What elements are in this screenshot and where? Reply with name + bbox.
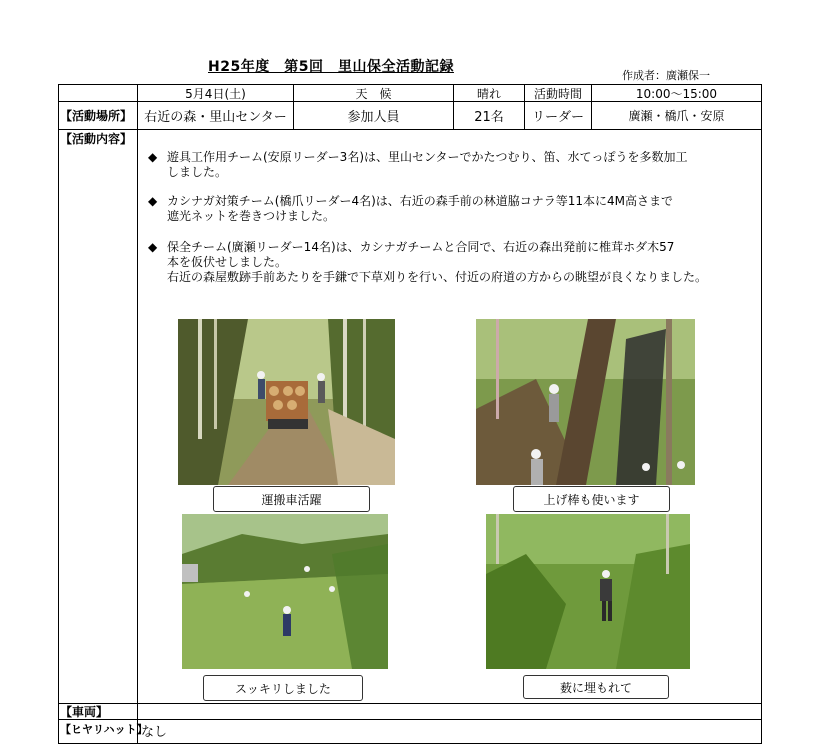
author-label: 作成者：廣瀬保一 <box>622 69 710 82</box>
table-col-divider <box>137 84 138 744</box>
weather-label: 天 候 <box>355 86 392 101</box>
photo-caption: 薮に埋もれて <box>523 675 669 699</box>
vehicle-value <box>138 704 761 719</box>
cleared-slope-photo <box>182 514 388 669</box>
diamond-bullet-icon: ◆ <box>148 194 158 208</box>
table-row-divider <box>58 129 761 130</box>
time-label: 活動時間 <box>533 86 582 101</box>
leader-label: リーダー <box>531 110 584 125</box>
bullet-text: 遊具工作用チーム(安原リーダー3名)は、里山センターでかたつむり、笛、水てっぽうを多数加工 しました。 <box>167 150 688 179</box>
photo-caption: 運搬車活躍 <box>213 486 370 512</box>
leaders-value: 廣瀬・橋爪・安原 <box>628 109 725 123</box>
participants-label: 参加人員 <box>347 110 400 125</box>
place-value: 右近の森・里山センター <box>144 110 287 125</box>
photo-caption: スッキリしました <box>203 675 363 701</box>
bullet-item <box>148 194 673 224</box>
bullet-text: 保全チーム(廣瀬リーダー14名)は、カシナガチームと合同で、右近の森出発前に椎茸ホダ木57 本を仮伏せしました。 右近の森屋敷跡手前あたりを手鎌で下草刈りを行い、付近の府道の方からの眺望が良くなりました。 <box>167 240 708 284</box>
bullet-item <box>148 150 688 180</box>
vehicle-label: 【車両】 <box>60 705 109 719</box>
content-label: 【活動内容】 <box>60 131 133 146</box>
page-title: H25年度 第5回 里山保全活動記録 <box>208 59 454 75</box>
place-label: 【活動場所】 <box>60 109 133 123</box>
diamond-bullet-icon: ◆ <box>148 150 158 164</box>
diamond-bullet-icon: ◆ <box>148 240 158 254</box>
nearmiss-label: 【ヒヤリハット】 <box>60 723 148 736</box>
photo-caption: 上げ棒も使います <box>513 486 670 512</box>
time-value: 10:00〜15:00 <box>635 86 718 101</box>
bullet-item <box>148 240 707 285</box>
weather-value: 晴れ <box>476 86 501 101</box>
nearmiss-value: なし <box>141 724 168 740</box>
bullet-text: カシナガ対策チーム(橋爪リーダー4名)は、右近の森手前の林道脇コナラ等11本に4M高さまで 遮光ネットを巻きつけました。 <box>167 194 674 223</box>
forest-cart-photo <box>178 319 395 485</box>
bush-photo <box>486 514 690 669</box>
table-border-left <box>58 84 59 744</box>
table-border-right <box>761 84 762 744</box>
date-value: 5月4日(土) <box>185 86 246 101</box>
net-wrapping-photo <box>476 319 695 485</box>
participants-value: 21名 <box>474 110 504 125</box>
